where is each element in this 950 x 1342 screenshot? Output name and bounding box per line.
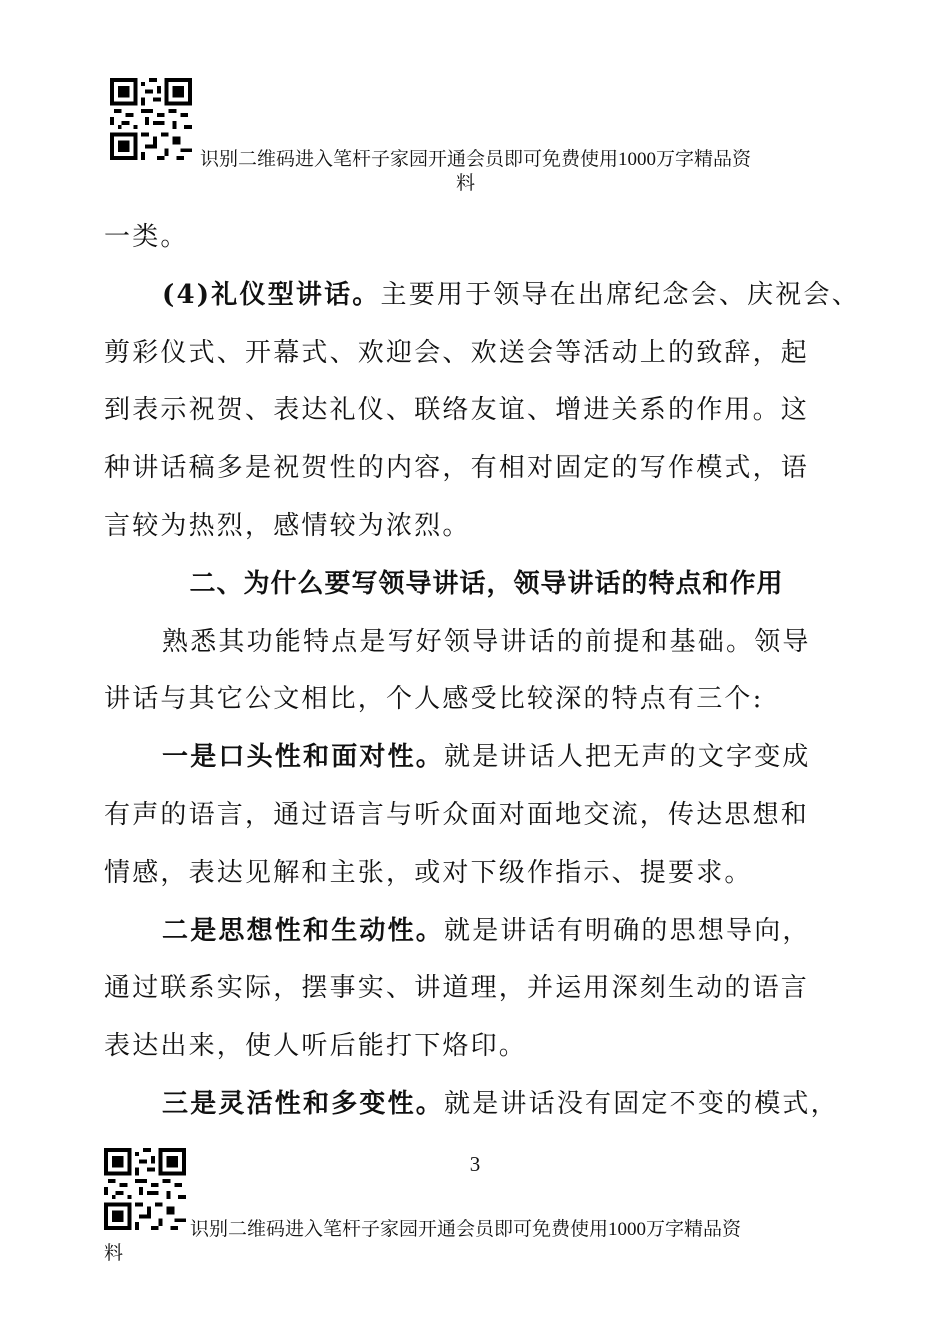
paragraph-line: 通过联系实际，摆事实、讲道理，并运用深刻生动的语言 (104, 973, 810, 1004)
paragraph-line: 到表示祝贺、表达礼仪、联络友谊、增进关系的作用。这 (104, 395, 810, 426)
promo-banner-top (200, 148, 860, 196)
promo-banner-text: 识别二维码进入笔杆子家园开通会员即可免费使用1000万字精品资 (190, 1219, 742, 1240)
paragraph-line: 一是口头性和面对性。就是讲话人把无声的文字变成 (162, 742, 811, 773)
promo-banner-wrap: 料 (104, 1243, 124, 1264)
promo-banner-wrap: 料 (456, 173, 476, 194)
bold-lead: (4)礼仪型讲话。 (162, 279, 381, 310)
paragraph-line: 剪彩仪式、开幕式、欢迎会、欢送会等活动上的致辞，起 (104, 337, 810, 368)
qr-code-top (110, 78, 192, 160)
paragraph-line: 一类。 (104, 222, 189, 252)
promo-banner-bottom (104, 1218, 864, 1266)
bold-lead: 二是思想性和生动性。 (162, 915, 445, 946)
bold-lead: 一是口头性和面对性。 (162, 742, 445, 773)
paragraph-line: 三是灵活性和多变性。就是讲话没有固定不变的模式， (162, 1088, 839, 1119)
paragraph-line: (4)礼仪型讲话。主要用于领导在出席纪念会、庆祝会、 (162, 279, 860, 310)
paragraph-line: 言较为热烈，感情较为浓烈。 (104, 510, 471, 541)
paragraph-line: 种讲话稿多是祝贺性的内容，有相对固定的写作模式，语 (104, 453, 810, 484)
promo-banner-text: 识别二维码进入笔杆子家园开通会员即可免费使用1000万字精品资 (200, 149, 752, 170)
section-heading: 二、为什么要写领导讲话，领导讲话的特点和作用 (189, 568, 784, 599)
paragraph-line: 讲话与其它公文相比，个人感受比较深的特点有三个: (104, 684, 764, 715)
paragraph-line: 表达出来，使人听后能打下烙印。 (104, 1031, 528, 1062)
paragraph-line: 情感，表达见解和主张，或对下级作指示、提要求。 (104, 857, 753, 888)
paragraph-line: 二是思想性和生动性。就是讲话有明确的思想导向， (162, 915, 811, 946)
paragraph-line: 有声的语言，通过语言与听众面对面地交流，传达思想和 (104, 799, 810, 830)
page-number: 3 (469, 1152, 481, 1176)
paragraph-line: 熟悉其功能特点是写好领导讲话的前提和基础。领导 (162, 626, 811, 657)
document-body (104, 212, 860, 1137)
bold-lead: 三是灵活性和多变性。 (162, 1088, 445, 1119)
